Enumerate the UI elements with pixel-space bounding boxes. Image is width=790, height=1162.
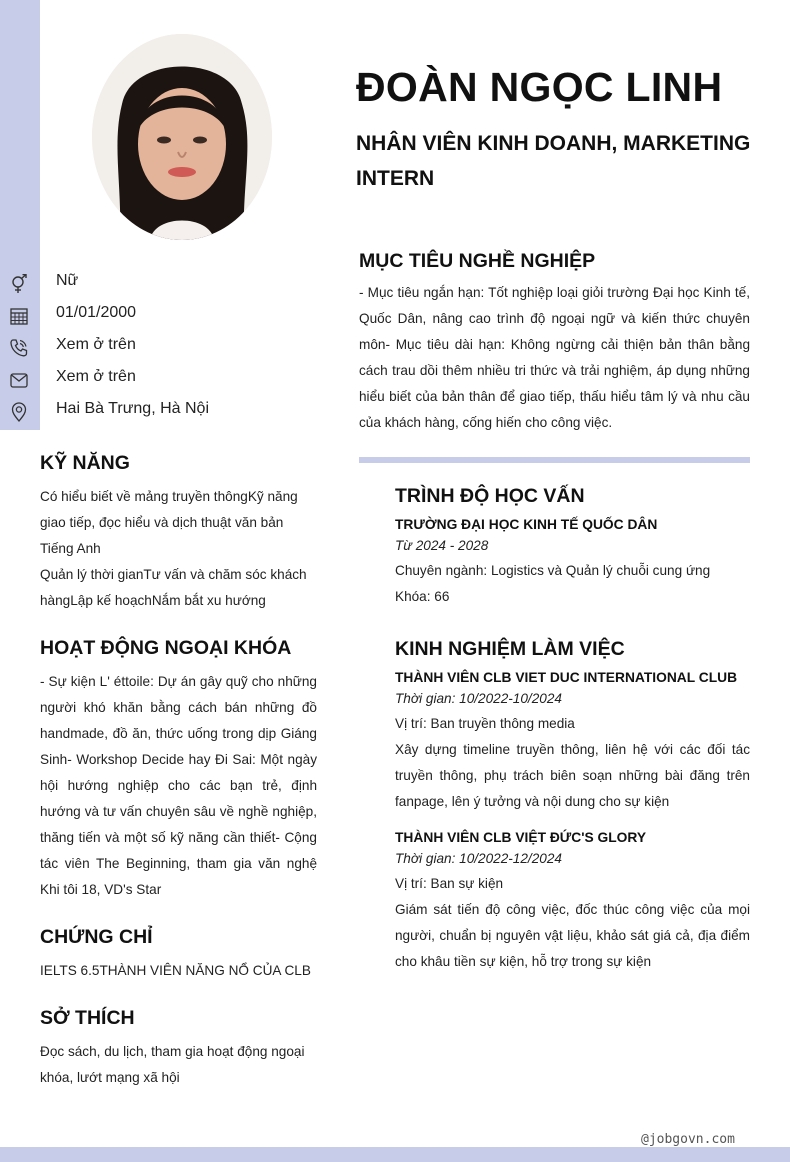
skills-section [40,452,317,614]
job-title-1: THÀNH VIÊN CLB VIET DUC INTERNATIONAL CLUB [395,670,738,685]
gender-value: Nữ [56,272,79,289]
objective-heading: MỤC TIÊU NGHỀ NGHIỆP [359,250,596,272]
birthday-value: 01/01/2000 [56,304,137,321]
experience-item [395,670,750,815]
objective-section [359,250,750,436]
hobbies-text: Đọc sách, du lịch, tham gia hoạt động ngoại khóa, lướt mạng xã hội [40,1044,305,1085]
experience-section [395,638,750,975]
experience-heading: KINH NGHIỆM LÀM VIỆC [395,638,625,660]
mail-icon [9,370,29,390]
skills-text: Có hiểu biết về mảng truyền thôngKỹ năng giao tiếp, đọc hiểu và dịch thuật văn bản Tiếng Anh [40,489,298,556]
contact-list [0,266,330,426]
gender-icon [9,274,29,294]
contact-address [0,394,330,426]
full-name: ĐOÀN NGỌC LINH [356,64,723,110]
activities-text: - Sự kiện L' éttoile: Dự án gây quỹ cho những người khó khăn bằng cách bán những đồ handmade, đồ ăn, thức uống trong dịp Giáng Sinh- Workshop Decide hay Đi Sai: Một ngày hội hướng nghiệp cho các bạn trẻ, định hướng và tư vấn chuyên sâu về nghề nghiệp, thăng tiến và một số kỹ năng cần thiết- Cộng tác viên The Beginning, tham gia văn nghệ Khi tôi 18, VD's Star [40,674,317,897]
school-name: TRƯỜNG ĐẠI HỌC KINH TẾ QUỐC DÂN [395,517,658,532]
location-icon [9,402,29,422]
phone-value: Xem ở trên [56,336,136,353]
objective-text: - Mục tiêu ngắn hạn: Tốt nghiệp loại giỏi trường Đại học Kinh tế, Quốc Dân, nâng cao trình độ ngoại ngữ và kiến thức chuyên môn- Mục tiêu dài hạn: Không ngừng cải thiện bản thân bằng cách trau dồi thêm nhiều tri thức và trải nghiệm, áp dụng những hiểu biết của bản thân để giao tiếp, thấu hiểu tâm lý và nhu cầu của khách hàng, cống hiến cho công việc. [359,285,750,430]
job-desc-2: Giám sát tiến độ công việc, đốc thúc công việc của mọi người, chuẩn bị nguyên vật liệu, khảo sát giá cả, địa điểm cho khâu tiền sự kiện, hỗ trợ trong sự kiện [395,902,750,969]
hobbies-heading: SỞ THÍCH [40,1007,135,1029]
contact-phone [0,330,330,362]
education-heading: TRÌNH ĐỘ HỌC VẤN [395,485,585,507]
education-major: Chuyên ngành: Logistics và Quản lý chuỗi cung ứng [395,563,711,578]
email-value: Xem ở trên [56,368,136,385]
job-position-1: Vị trí: Ban truyền thông media [395,716,575,731]
skills-heading: KỸ NĂNG [40,452,130,474]
education-course: Khóa: 66 [395,589,450,604]
job-desc-1: Xây dựng timeline truyền thông, liên hệ với các đối tác truyền thông, phụ trách biên soạn những bài đăng trên fanpage, lên ý tưởng và nội dung cho sự kiện [395,742,750,809]
section-divider [359,457,750,463]
activities-section [40,637,317,903]
hobbies-section [40,1007,317,1091]
profile-photo [92,34,272,240]
activities-heading: HOẠT ĐỘNG NGOẠI KHÓA [40,637,292,659]
contact-email [0,362,330,394]
certificates-heading: CHỨNG CHỈ [40,926,153,948]
contact-gender [0,266,330,298]
education-section [395,485,750,610]
bottom-accent-bar [0,1147,790,1162]
skills-text-2: Quản lý thời gianTư vấn và chăm sóc khách hàngLập kế hoạchNắm bắt xu hướng [40,567,307,608]
phone-icon [9,338,29,358]
job-period-2: Thời gian: 10/2022-12/2024 [395,851,562,866]
certificates-section [40,926,317,984]
experience-item [395,830,750,975]
job-title-2: THÀNH VIÊN CLB VIỆT ĐỨC'S GLORY [395,830,647,845]
job-title: NHÂN VIÊN KINH DOANH, MARKETING INTERN [356,132,751,190]
portrait-illustration [92,34,272,240]
certificates-text: IELTS 6.5THÀNH VIÊN NĂNG NỔ CỦA CLB [40,963,311,978]
contact-birthday [0,298,330,330]
job-position-2: Vị trí: Ban sự kiện [395,876,504,891]
watermark: @jobgovn.com [641,1132,735,1147]
education-period: Từ 2024 - 2028 [395,538,489,553]
job-period-1: Thời gian: 10/2022-10/2024 [395,691,562,706]
address-value: Hai Bà Trưng, Hà Nội [56,400,209,417]
calendar-icon [9,306,29,326]
